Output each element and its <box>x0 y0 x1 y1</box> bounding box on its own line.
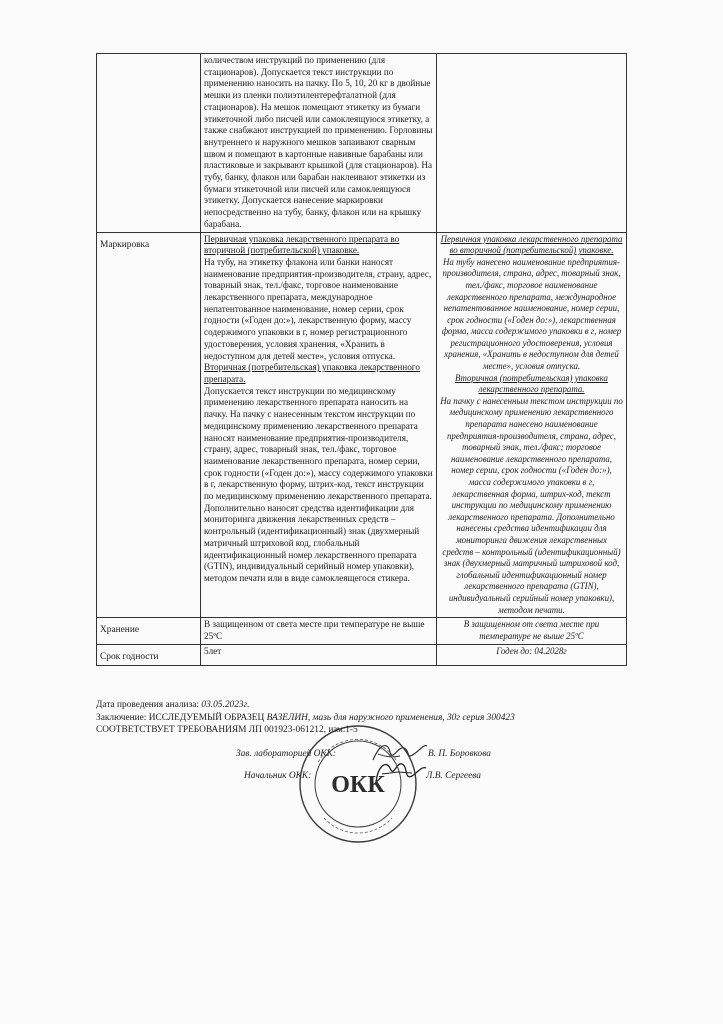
table-row-storage <box>97 618 627 644</box>
table-row-shelf-life <box>97 644 627 665</box>
requirement-cell <box>201 54 437 233</box>
conclusion-compliance: СООТВЕТСТВУЕТ ТРЕБОВАНИЯМ ЛП 001923-061212, изм.1-5 <box>96 725 358 735</box>
head-qc-name <box>426 771 481 783</box>
conclusion-label: Заключение: ИССЛЕДУЕМЫЙ ОБРАЗЕЦ <box>96 713 265 723</box>
result-secondary-heading: Вторичная (потребительская) упаковка лекарственного препарата. <box>455 372 608 395</box>
result-secondary-text: На пачку с нанесенным текстом инструкции по медицинскому применению лекарственного препарата нанесено наименование предприятия-производителя, страна, адрес, товарный знак, тел./факс; торговое наименование лекарственного препарата, номер серии, срок годности («Годен до:»), масса содержимого упаковки в г, лекарственная форма, штрих-код, текст инструкции по медицинскому применению лекарственного препарата. Дополнительно нанесены средства идентификации для мониторинга движения лекарственных средств – контрольный (идентификационный) знак (двухмерный матричный штриховой код, глобальный идентификационный номер лекарственного препарата (GTIN), индивидуальный серийный номер упаковки), методом печати. <box>440 395 623 615</box>
shelf-life-result: Годен до: 04.2028г <box>496 645 567 656</box>
primary-pack-heading: Первичная упаковка лекарственного препарата во вторичной (потребительской) упаковке. <box>204 233 400 256</box>
row-label-cell <box>97 618 201 644</box>
conclusion-product: ВАЗЕЛИН, мазь для наружного применения, 30г серия 300423 <box>266 713 515 723</box>
primary-pack-text: На тубу, на этикетку флакона или банки наносят наименование предприятия-производителя, страну, адрес, товарный знак, тел./факс, торговое наименование лекарственного препарата, международное непатентованное наименование, номер серии, срок годности («Годен до:»), лекарственную форму, массу содержимого упаковки в г, номер регистрационного удостоверения, условия хранения, «Хранить в недоступном для детей месте», условия отпуска. <box>204 256 432 361</box>
identification-text: Дополнительно наносят средства идентификации для мониторинга движения лекарственных средств – контрольный (идентификационный) знак (двухмерный матричный штриховой код, глобальный идентификационный номер лекарственного препарата (GTIN), индивидуальный серийный номер упаковки), методом печати или в виде самоклеящегося стикера. <box>204 502 420 583</box>
head-lab-name-text: В. П. Боровкова <box>428 749 491 759</box>
table-row-marking <box>97 232 627 618</box>
head-qc-title-text: Начальник ОКК: <box>244 771 312 781</box>
requirement-cell <box>201 644 437 665</box>
row-label-cell <box>97 232 201 618</box>
head-qc-name-text: Л.В. Сергеева <box>426 771 481 781</box>
requirement-cell <box>201 232 437 618</box>
packaging-text: количеством инструкций по применению (для стационаров). Допускается текст инструкции по применению наносить на пачку. По 5, 10, 20 кг в двойные мешки из пленки полиэтилентерефталатной (для стационаров). На мешок помещают этикетку из бумаги этикеточной либо писчей или самоклеящуюся этикетку, а также снабжают инструкцией по применению. Горловины внутреннего и наружного мешков запаивают сварным швом и помещают в картонные навивные барабаны или пластиковые и закрывают крышкой (для стационаров). На тубу, банку, флакон или барабан наклеивают этикетки из бумаги этикеточной или писчей или самоклеящуюся этикетку. Допускается нанесение маркировки непосредственно на тубу, банку, флакон или на крышку барабана. <box>204 55 433 229</box>
shelf-life-requirement: 5лет <box>204 645 222 656</box>
marking-label: Маркировка <box>100 239 150 250</box>
result-cell <box>437 644 627 665</box>
secondary-pack-text: Допускается текст инструкции по медицинскому применению лекарственного препарата наносить на пачку. На пачку с нанесенным текстом инструкции по медицинскому применению лекарственного препарата наносят наименование предприятия-производителя, страну, адрес, товарный знак, тел./факс, торговое наименование лекарственного препарата, номер серии, срок годности («Годен до:»), массу содержимого упаковки в г, лекарственную форму, штрих-код, текст инструкции по медицинскому применению лекарственного препарата. <box>204 385 433 502</box>
result-primary-heading: Первичная упаковка лекарственного препарата во вторичной (потребительской) упаковке. <box>440 233 623 256</box>
analysis-date-line <box>96 700 249 712</box>
stamp-center-text: ОКК <box>331 772 385 798</box>
result-cell <box>437 54 627 233</box>
analysis-date: 03.05.2023г. <box>201 700 250 710</box>
head-lab-title-text: Зав. лабораторией ОКК: <box>236 749 336 759</box>
secondary-pack-heading: Вторичная (потребительская) упаковка лекарственного препарата. <box>204 362 420 384</box>
shelf-life-label: Срок годности <box>100 651 159 662</box>
row-label-cell <box>97 644 201 665</box>
requirement-cell <box>201 618 437 644</box>
result-cell <box>437 618 627 644</box>
row-label-cell <box>97 54 201 233</box>
storage-requirement: В защищенном от света месте при температуре не выше 25ºС <box>204 619 425 641</box>
storage-label: Хранение <box>100 625 139 636</box>
round-stamp <box>296 722 420 846</box>
storage-result: В защищенном от света месте при температуре не выше 25ºС <box>463 619 600 641</box>
specification-table <box>96 53 627 666</box>
result-cell <box>437 232 627 618</box>
head-lab-name <box>428 749 491 761</box>
analysis-date-label: Дата проведения анализа: <box>96 700 200 710</box>
result-primary-text: На тубу нанесено наименование предприятия-производителя, страна, адрес, товарный знак, тел./факс, торговое наименование лекарственного препарата, международное непатентованное наименование, номер серии, срок годности («Годен до:»), лекарственная форма, масса содержимого упаковки в г, номер регистрационного удостоверения, условия хранения, «Хранить в недоступном для детей месте», условия отпуска. <box>441 256 622 372</box>
table-row-packaging <box>97 54 627 233</box>
